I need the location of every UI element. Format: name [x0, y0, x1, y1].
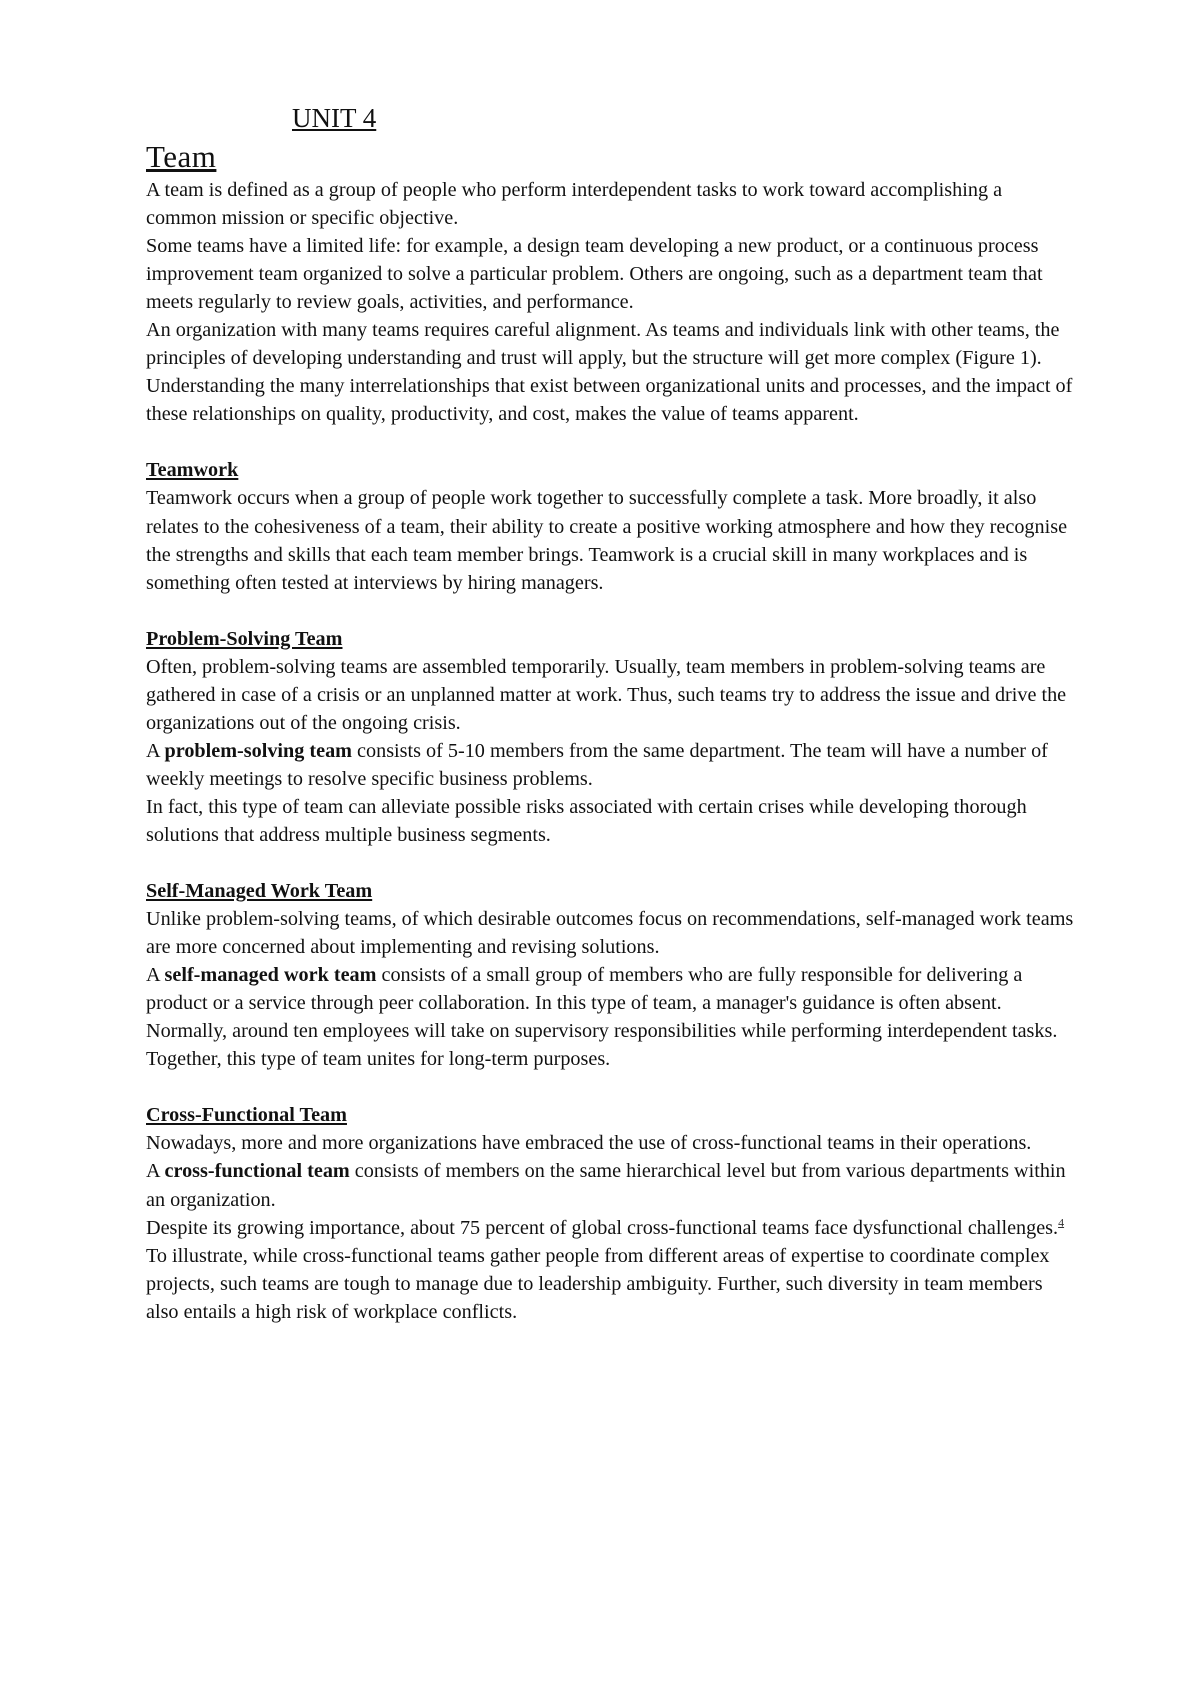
bold-term: problem-solving team	[164, 739, 352, 762]
section-heading-self-managed: Self-Managed Work Team	[146, 880, 373, 903]
self-managed-paragraph: Unlike problem-solving teams, of which desirable outcomes focus on recommendations, self-managed work teams are more concerned about implementing and revising solutions.	[146, 908, 1074, 959]
text-span: consists of 5-10 members from the same department. The team will have a number of weekly meetings to resolve specific business problems.	[146, 739, 1048, 790]
text-span: A	[146, 964, 165, 987]
section-heading-problem-solving: Problem-Solving Team	[146, 627, 343, 650]
problem-solving-paragraph: Often, problem-solving teams are assembled temporarily. Usually, team members in problem-solving teams are gathered in case of a crisis or an unplanned matter at work. Thus, such teams try to address the issue and drive the organizations out of the ongoing crisis.	[146, 655, 1067, 734]
section-heading-cross-functional: Cross-Functional Team	[146, 1104, 347, 1127]
intro-paragraph: An organization with many teams requires careful alignment. As teams and individuals link with other teams, the principles of developing understanding and trust will apply, but the structure will get more complex (Figure 1). Understanding the many interrelationships that exist between organizational units and processes, and the impact of these relationships on quality, productivity, and cost, makes the value of teams apparent.	[146, 319, 1073, 426]
text-span: consists of members on the same hierarchical level but from various departments within an organization.	[146, 1160, 1066, 1211]
self-managed-definition	[146, 961, 1076, 1017]
unit-title: UNIT 4	[292, 103, 377, 133]
intro-paragraph: Some teams have a limited life: for example, a design team developing a new product, or a continuous process improvement team organized to solve a particular problem. Others are ongoing, such as a department team that meets regularly to review goals, activities, and performance.	[146, 235, 1043, 314]
self-managed-paragraph: Normally, around ten employees will take on supervisory responsibilities while performing interdependent tasks. Together, this type of team unites for long-term purposes.	[146, 1020, 1058, 1071]
text-span: A	[146, 739, 165, 762]
bold-term: self-managed work team	[164, 964, 377, 987]
document-body	[146, 176, 1076, 1326]
text-span: To illustrate, while cross-functional teams gather people from different areas of expertise to coordinate complex projects, such teams are tough to manage due to leadership ambiguity. Further, such diversity in team members also entails a high risk of workplace conflicts.	[146, 1244, 1050, 1323]
cross-functional-definition	[146, 1157, 1076, 1213]
page-title: Team	[146, 139, 217, 174]
cross-functional-paragraph: Nowadays, more and more organizations have embraced the use of cross-functional teams in their operations.	[146, 1132, 1032, 1155]
problem-solving-paragraph: In fact, this type of team can alleviate possible risks associated with certain crises while developing thorough solutions that address multiple business segments.	[146, 795, 1027, 846]
problem-solving-definition	[146, 737, 1076, 793]
text-span: A	[146, 1160, 165, 1183]
text-span: Despite its growing importance, about 75 percent of global cross-functional teams face dysfunctional challenges.	[146, 1216, 1059, 1239]
section-heading-teamwork: Teamwork	[146, 459, 239, 482]
text-span: consists of a small group of members who are fully responsible for delivering a product or a service through peer collaboration. In this type of team, a manager's guidance is often absent.	[146, 964, 1023, 1015]
teamwork-paragraph: Teamwork occurs when a group of people work together to successfully complete a task. More broadly, it also relates to the cohesiveness of a team, their ability to create a positive working atmosphere and how they recognise the strengths and skills that each team member brings. Teamwork is a crucial skill in many workplaces and is something often tested at interviews by hiring managers.	[146, 487, 1068, 594]
footnote-link[interactable]: 4	[1058, 1214, 1065, 1229]
cross-functional-paragraph	[146, 1214, 1076, 1326]
intro-paragraph: A team is defined as a group of people who perform interdependent tasks to work toward accomplishing a common mission or specific objective.	[146, 179, 1003, 230]
bold-term: cross-functional team	[164, 1160, 350, 1183]
